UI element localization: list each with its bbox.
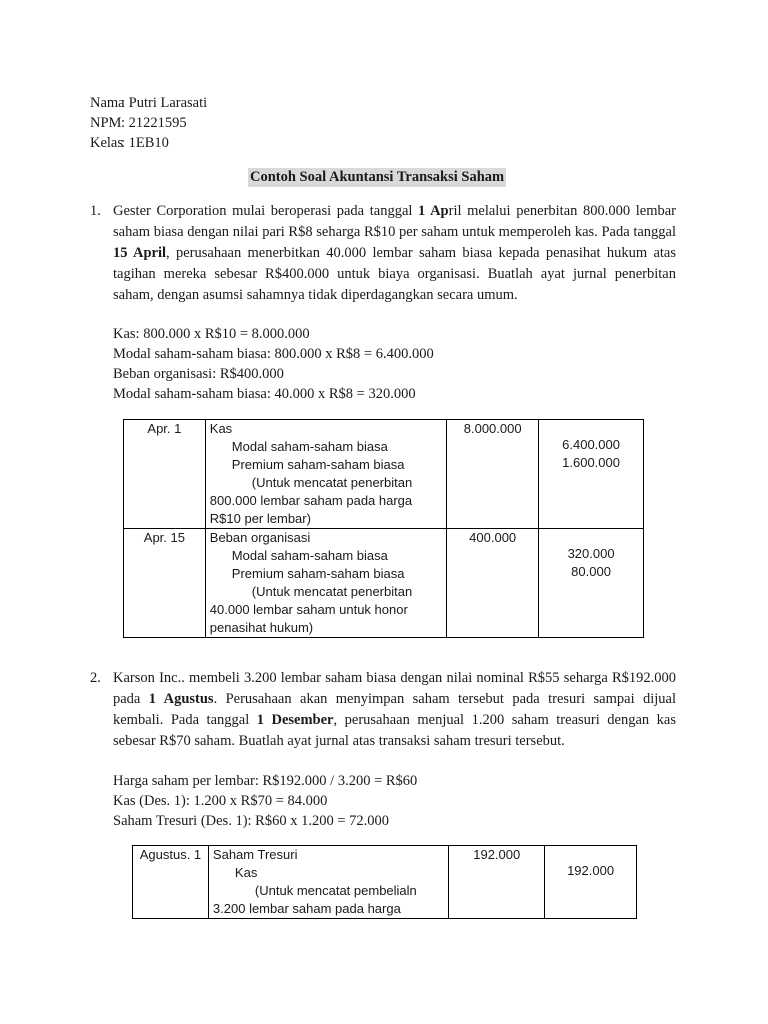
journal-date: Apr. 15 <box>124 529 206 638</box>
calc-line: Kas: 800.000 x R$10 = 8.000.000 <box>113 326 310 342</box>
journal-date: Agustus. 1 <box>133 846 209 919</box>
credit-account: Kas <box>234 865 258 880</box>
journal-memo: (Untuk mencatat penerbitan <box>251 584 413 599</box>
journal-memo: R$10 per lembar) <box>209 511 311 526</box>
calc-line: Modal saham-saham biasa: 800.000 x R$8 = 6.400.000 <box>113 346 434 362</box>
journal-description <box>205 529 446 638</box>
credit-amount: 80.000 <box>571 564 611 579</box>
calc-line: Modal saham-saham biasa: 40.000 x R$8 = 320.000 <box>113 386 416 402</box>
credit-account: Modal saham-saham biasa <box>231 548 388 563</box>
debit-amount: 8.000.000 <box>447 420 539 529</box>
journal-table-2 <box>132 845 637 919</box>
name-label: Nama <box>90 95 125 111</box>
q2-text-part: Karson Inc.. membeli 3.200 lembar saham biasa dengan nilai nominal R$55 seharga R$192.000 pada <box>113 670 676 707</box>
journal-row <box>124 529 644 638</box>
q1-text-part: ril melalui penerbitan 800.000 lembar saham biasa dengan nilai pari R$8 seharga R$10 per saham untuk memperoleh kas. Pada tanggal <box>113 203 676 240</box>
credit-amount: 320.000 <box>567 546 615 561</box>
debit-amount: 400.000 <box>447 529 539 638</box>
journal-memo: penasihat hukum) <box>209 620 314 635</box>
q2-bold-date-1: 1 Agustus <box>148 691 214 707</box>
journal-description <box>208 846 448 919</box>
q1-bold-date-1: 1 Ap <box>418 203 449 219</box>
journal-memo: 800.000 lembar saham pada harga <box>209 493 413 508</box>
q1-calculations <box>113 324 434 404</box>
debit-account: Beban organisasi <box>209 530 311 545</box>
journal-memo: (Untuk mencatat penerbitan <box>251 475 413 490</box>
credit-amounts <box>539 420 644 529</box>
journal-table-1 <box>123 419 644 638</box>
credit-amount: 192.000 <box>545 846 637 919</box>
q1-bold-date-2: 15 April <box>113 245 167 261</box>
credit-account: Premium saham-saham biasa <box>231 457 405 472</box>
q1-text-part: Gester Corporation mulai beroperasi pada tanggal <box>113 203 419 219</box>
calc-line: Harga saham per lembar: R$192.000 / 3.200 = R$60 <box>113 773 418 789</box>
name-value: : Putri Larasati <box>121 95 208 111</box>
calc-line: Saham Tresuri (Des. 1): R$60 x 1.200 = 72.000 <box>113 813 390 829</box>
journal-description <box>205 420 446 529</box>
q2-text-part: , perusahaan menjual 1.200 saham treasuri dengan kas sebesar R$70 saham. Buatlah ayat jurnal atas transaksi saham tresuri tersebut. <box>113 712 676 749</box>
journal-memo: 3.200 lembar saham pada harga <box>212 901 401 916</box>
credit-amount: 6.400.000 <box>562 437 620 452</box>
credit-amount: 1.600.000 <box>562 455 620 470</box>
q2-bold-date-2: 1 Desember <box>256 712 334 728</box>
question-2-text <box>113 668 676 752</box>
calc-line: Beban organisasi: R$400.000 <box>113 366 284 382</box>
debit-account: Kas <box>209 421 233 436</box>
q2-calculations <box>113 771 417 831</box>
journal-memo: 40.000 lembar saham untuk honor <box>209 602 408 617</box>
journal-date: Apr. 1 <box>124 420 206 529</box>
journal-row <box>124 420 644 529</box>
question-1-number: 1. <box>90 203 101 219</box>
journal-row <box>133 846 637 919</box>
debit-amount: 192.000 <box>449 846 545 919</box>
q1-text-part: , perusahaan menerbitkan 40.000 lembar saham biasa kepada penasihat hukum atas tagihan mereka sebesar R$400.000 untuk biaya organisasi. Buatlah ayat jurnal penerbitan saham, dengan asumsi sahamnya tidak diperdagangkan secara umum. <box>113 245 677 303</box>
calc-line: Kas (Des. 1): 1.200 x R$70 = 84.000 <box>113 793 328 809</box>
journal-memo: (Untuk mencatat pembelialn <box>254 883 417 898</box>
credit-amounts <box>539 529 644 638</box>
class-value: : 1EB10 <box>121 135 169 151</box>
npm-label: NPM <box>90 115 122 131</box>
credit-account: Modal saham-saham biasa <box>231 439 388 454</box>
credit-account: Premium saham-saham biasa <box>231 566 405 581</box>
question-1-text <box>113 201 676 306</box>
npm-value: : 21221595 <box>121 115 187 131</box>
document-title: Contoh Soal Akuntansi Transaksi Saham <box>250 169 505 185</box>
question-2-number: 2. <box>90 670 101 686</box>
debit-account: Saham Tresuri <box>212 847 298 862</box>
q2-text-part: . Perusahaan akan menyimpan saham tersebut pada tresuri sampai dijual kembali. Pada tanggal <box>113 691 677 728</box>
class-label: Kelas <box>90 135 124 151</box>
